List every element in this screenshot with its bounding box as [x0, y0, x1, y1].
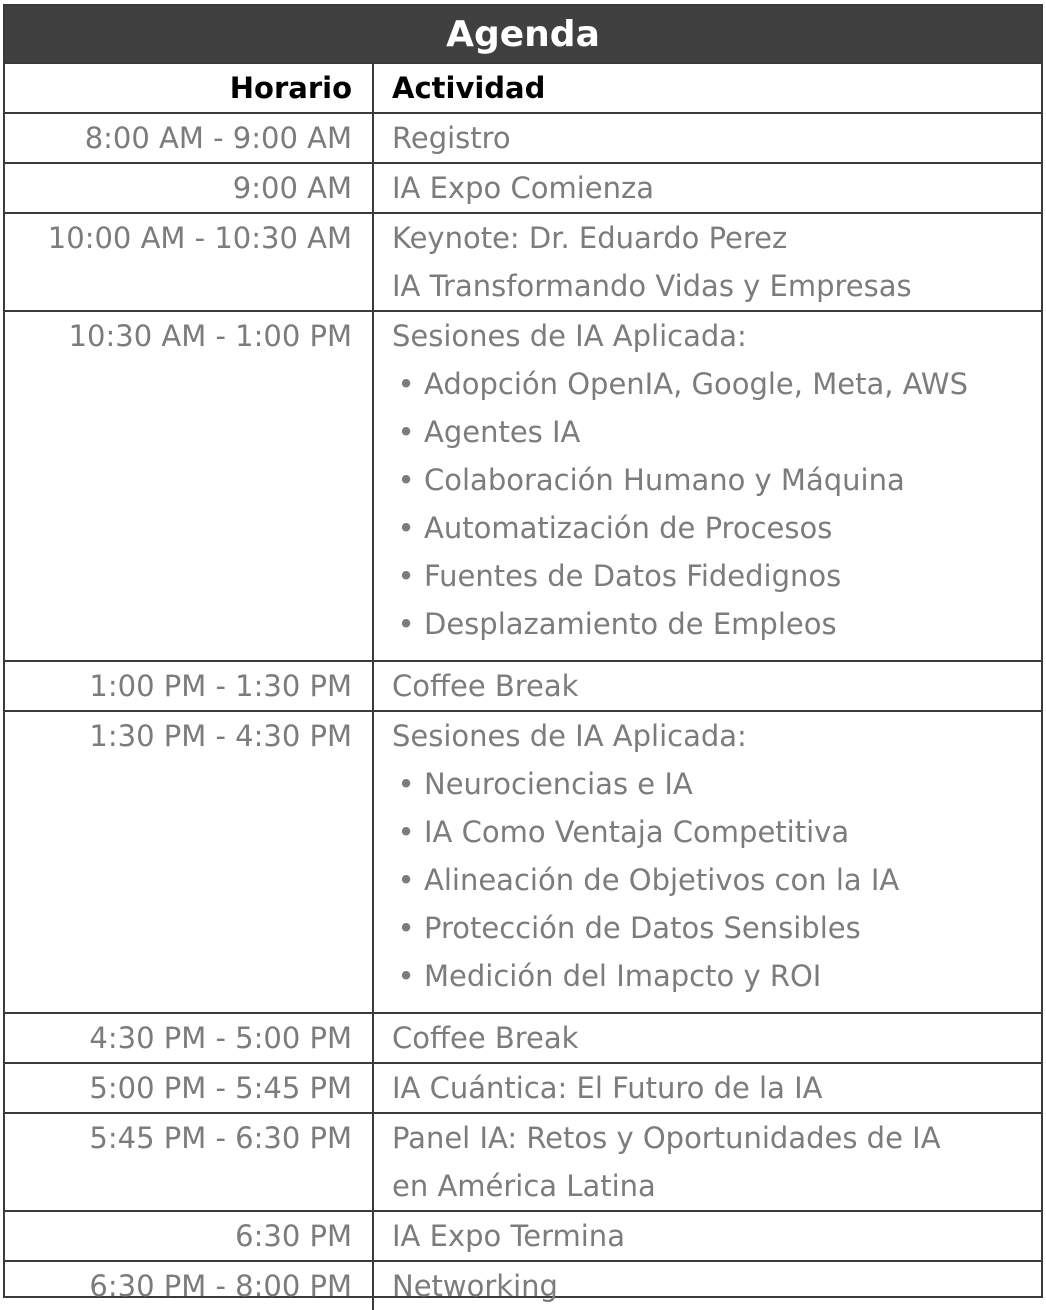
- row-activity: [373, 1113, 1041, 1211]
- row-activity: [373, 311, 1041, 661]
- bullet-icon: •: [397, 911, 415, 945]
- row-activity: [373, 711, 1041, 1013]
- row-time: 1:00 PM - 1:30 PM: [5, 661, 373, 711]
- list-item: [392, 504, 1041, 552]
- row-time: 9:00 AM: [5, 163, 373, 213]
- bullet-icon: •: [397, 607, 415, 641]
- row-activity: [373, 163, 1041, 213]
- list-item-label: Colaboración Humano y Máquina: [424, 463, 905, 497]
- table-row: [5, 1013, 1041, 1063]
- list-item-label: Desplazamiento de Empleos: [424, 607, 837, 641]
- header-activity: Actividad: [373, 64, 1041, 113]
- table-row: [5, 1063, 1041, 1113]
- bullet-icon: •: [397, 559, 415, 593]
- activity-line: Networking: [392, 1269, 558, 1303]
- row-activity: [373, 661, 1041, 711]
- activity-line: IA Cuántica: El Futuro de la IA: [392, 1071, 823, 1105]
- schedule-body: [5, 113, 1041, 1310]
- row-time: 1:30 PM - 4:30 PM: [5, 711, 373, 1013]
- list-item-label: Medición del Imapcto y ROI: [424, 959, 822, 993]
- list-item: [392, 456, 1041, 504]
- table-row: [5, 1211, 1041, 1261]
- row-activity: [373, 1013, 1041, 1063]
- list-item: [392, 904, 1041, 952]
- row-time: 5:45 PM - 6:30 PM: [5, 1113, 373, 1211]
- bullet-icon: •: [397, 463, 415, 497]
- list-item: [392, 600, 1041, 648]
- row-time: 4:30 PM - 5:00 PM: [5, 1013, 373, 1063]
- bullet-icon: •: [397, 959, 415, 993]
- list-item: [392, 552, 1041, 600]
- activity-line: Panel IA: Retos y Oportunidades de IA: [392, 1121, 941, 1155]
- header-row: [5, 64, 1041, 113]
- list-item-label: Alineación de Objetivos con la IA: [424, 863, 900, 897]
- list-item: [392, 952, 1041, 1000]
- row-time: 6:30 PM - 8:00 PM: [5, 1261, 373, 1310]
- activity-line: IA Expo Comienza: [392, 171, 654, 205]
- bullet-icon: •: [397, 863, 415, 897]
- activity-line: IA Expo Termina: [392, 1219, 625, 1253]
- table-row: [5, 1261, 1041, 1310]
- header-time: Horario: [5, 64, 373, 113]
- schedule-table: [5, 64, 1041, 1310]
- list-item-label: Neurociencias e IA: [424, 767, 693, 801]
- activity-line: Sesiones de IA Aplicada:: [392, 719, 747, 753]
- activity-line: en América Latina: [392, 1169, 656, 1203]
- list-item-label: Adopción OpenIA, Google, Meta, AWS: [424, 367, 968, 401]
- agenda-table: [3, 4, 1043, 1303]
- activity-line: Sesiones de IA Aplicada:: [392, 319, 747, 353]
- agenda-title: Agenda: [5, 6, 1041, 64]
- row-activity: [373, 1211, 1041, 1261]
- row-time: 10:30 AM - 1:00 PM: [5, 311, 373, 661]
- row-activity: [373, 1063, 1041, 1113]
- activity-line: Keynote: Dr. Eduardo Perez: [392, 221, 788, 255]
- list-item: [392, 360, 1041, 408]
- table-row: [5, 711, 1041, 1013]
- table-row: [5, 213, 1041, 311]
- table-row: [5, 661, 1041, 711]
- list-item: [392, 856, 1041, 904]
- activity-line: Coffee Break: [392, 669, 579, 703]
- table-row: [5, 311, 1041, 661]
- bullet-icon: •: [397, 415, 415, 449]
- list-item-label: Protección de Datos Sensibles: [424, 911, 861, 945]
- bullet-icon: •: [397, 511, 415, 545]
- activity-line: Coffee Break: [392, 1021, 579, 1055]
- list-item-label: Automatización de Procesos: [424, 511, 833, 545]
- bullet-icon: •: [397, 815, 415, 849]
- list-item-label: IA Como Ventaja Competitiva: [424, 815, 850, 849]
- row-time: 5:00 PM - 5:45 PM: [5, 1063, 373, 1113]
- row-activity: [373, 213, 1041, 311]
- list-item: [392, 408, 1041, 456]
- row-activity: [373, 113, 1041, 163]
- list-item-label: Fuentes de Datos Fidedignos: [424, 559, 842, 593]
- bullet-icon: •: [397, 367, 415, 401]
- table-row: [5, 1113, 1041, 1211]
- row-activity: [373, 1261, 1041, 1310]
- table-row: [5, 113, 1041, 163]
- activity-line: IA Transformando Vidas y Empresas: [392, 269, 912, 303]
- row-time: 10:00 AM - 10:30 AM: [5, 213, 373, 311]
- list-item: [392, 760, 1041, 808]
- activity-line: Registro: [392, 121, 511, 155]
- table-row: [5, 163, 1041, 213]
- row-time: 8:00 AM - 9:00 AM: [5, 113, 373, 163]
- bullet-icon: •: [397, 767, 415, 801]
- row-time: 6:30 PM: [5, 1211, 373, 1261]
- list-item: [392, 808, 1041, 856]
- list-item-label: Agentes IA: [424, 415, 581, 449]
